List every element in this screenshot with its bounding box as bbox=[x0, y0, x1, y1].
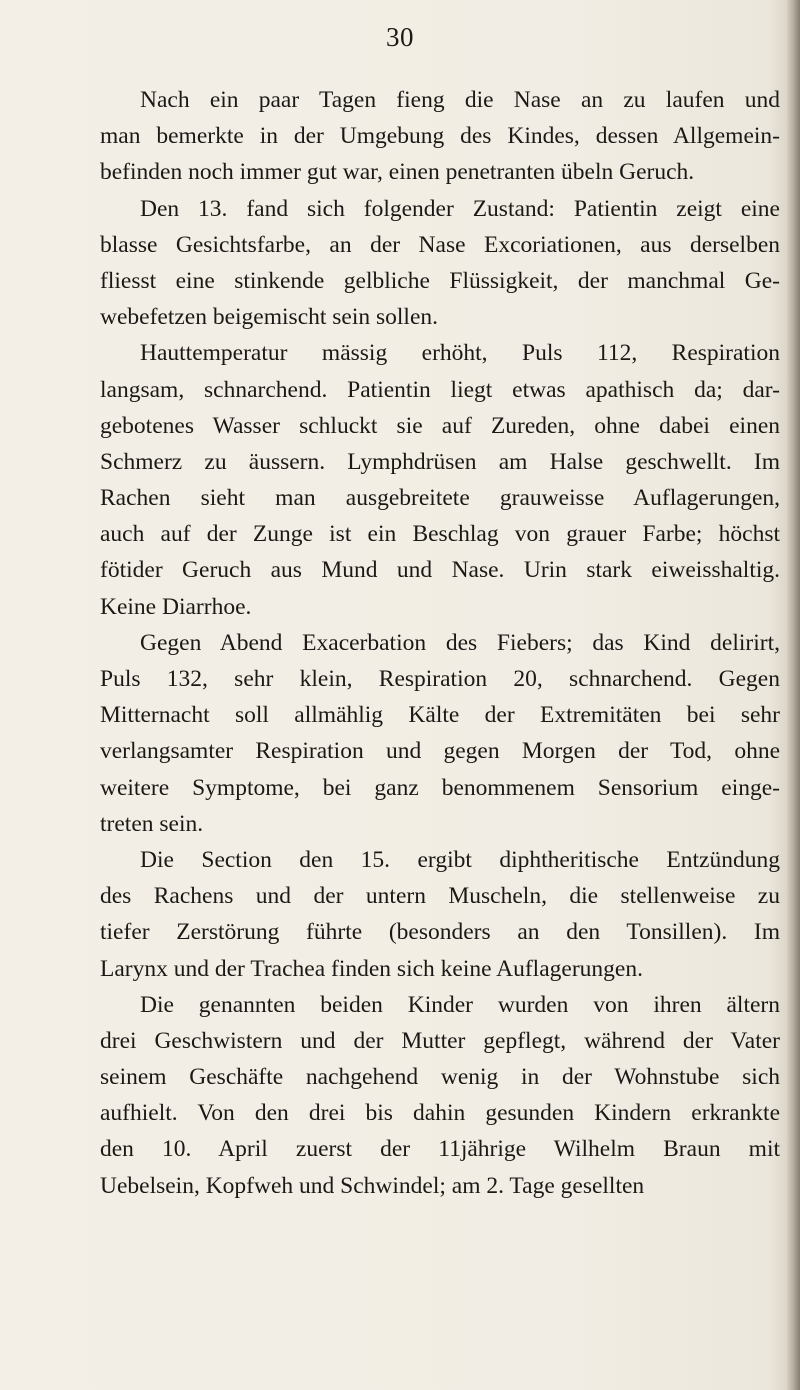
text-line: langsam, schnarchend. Patientin liegt etwas apathisch da; dar- bbox=[100, 376, 780, 403]
text-line: Puls 132, sehr klein, Respiration 20, schnarchend. Gegen bbox=[100, 666, 780, 692]
paragraph bbox=[100, 191, 780, 336]
text-line: Gegen Abend Exacerbation des Fiebers; das Kind delirirt, bbox=[140, 629, 780, 656]
text-line: treten sein. bbox=[100, 810, 204, 837]
text-line: befinden noch immer gut war, einen penetranten übeln Geruch. bbox=[100, 159, 695, 186]
text-line: Mitternacht soll allmählig Kälte der Extremitäten bei sehr bbox=[100, 702, 780, 729]
text-line: weitere Symptome, bei ganz benommenem Sensorium einge- bbox=[100, 774, 780, 801]
paragraph bbox=[100, 82, 780, 191]
text-line: Nach ein paar Tagen fieng die Nase an zu laufen und bbox=[140, 87, 780, 113]
text-line: Die Section den 15. ergibt diphtheritische Entzündung bbox=[140, 846, 780, 873]
paragraph bbox=[100, 987, 780, 1204]
text-line: Schmerz zu äussern. Lymphdrüsen am Halse geschwellt. Im bbox=[100, 448, 780, 475]
text-line: fötider Geruch aus Mund und Nase. Urin stark eiweisshaltig. bbox=[100, 557, 780, 584]
text-line: blasse Gesichtsfarbe, an der Nase Excoriationen, aus derselben bbox=[100, 231, 780, 258]
text-line: des Rachens und der untern Muscheln, die stellenweise zu bbox=[100, 883, 780, 910]
text-line: Larynx und der Trachea finden sich keine Auflagerungen. bbox=[100, 955, 643, 982]
body-text bbox=[100, 82, 780, 1204]
text-line: Keine Diarrhoe. bbox=[100, 593, 252, 620]
text-line: webefetzen beigemischt sein sollen. bbox=[100, 304, 439, 331]
text-line: gebotenes Wasser schluckt sie auf Zureden, ohne dabei einen bbox=[100, 412, 780, 439]
paragraph bbox=[100, 842, 780, 987]
text-line: Hauttemperatur mässig erhöht, Puls 112, Respiration bbox=[140, 340, 780, 367]
text-line: Die genannten beiden Kinder wurden von ihren ältern bbox=[140, 991, 780, 1018]
text-line: aufhielt. Von den drei bis dahin gesunden Kindern erkrankte bbox=[100, 1100, 780, 1127]
text-line: den 10. April zuerst der 11jährige Wilhelm Braun mit bbox=[100, 1136, 780, 1163]
text-line: seinem Geschäfte nachgehend wenig in der Wohnstube sich bbox=[100, 1064, 780, 1091]
paragraph bbox=[100, 335, 780, 625]
text-line: fliesst eine stinkende gelbliche Flüssigkeit, der manchmal Ge- bbox=[100, 267, 780, 294]
text-line: verlangsamter Respiration und gegen Morgen der Tod, ohne bbox=[100, 738, 780, 765]
text-line: tiefer Zerstörung führte (besonders an den Tonsillen). Im bbox=[100, 919, 780, 946]
text-line: drei Geschwistern und der Mutter gepflegt, während der Vater bbox=[100, 1027, 780, 1054]
text-line: Uebelsein, Kopfweh und Schwindel; am 2. Tage gesellten bbox=[100, 1172, 645, 1199]
page-number: 30 bbox=[386, 22, 414, 52]
text-line: auch auf der Zunge ist ein Beschlag von grauer Farbe; höchst bbox=[100, 521, 780, 548]
text-line: Den 13. fand sich folgender Zustand: Patientin zeigt eine bbox=[140, 195, 780, 222]
paragraph bbox=[100, 625, 780, 842]
text-line: man bemerkte in der Umgebung des Kindes, dessen Allgemein- bbox=[100, 123, 780, 150]
page-edge-shadow bbox=[786, 0, 800, 1390]
text-line: Rachen sieht man ausgebreitete grauweisse Auflagerungen, bbox=[100, 485, 780, 512]
